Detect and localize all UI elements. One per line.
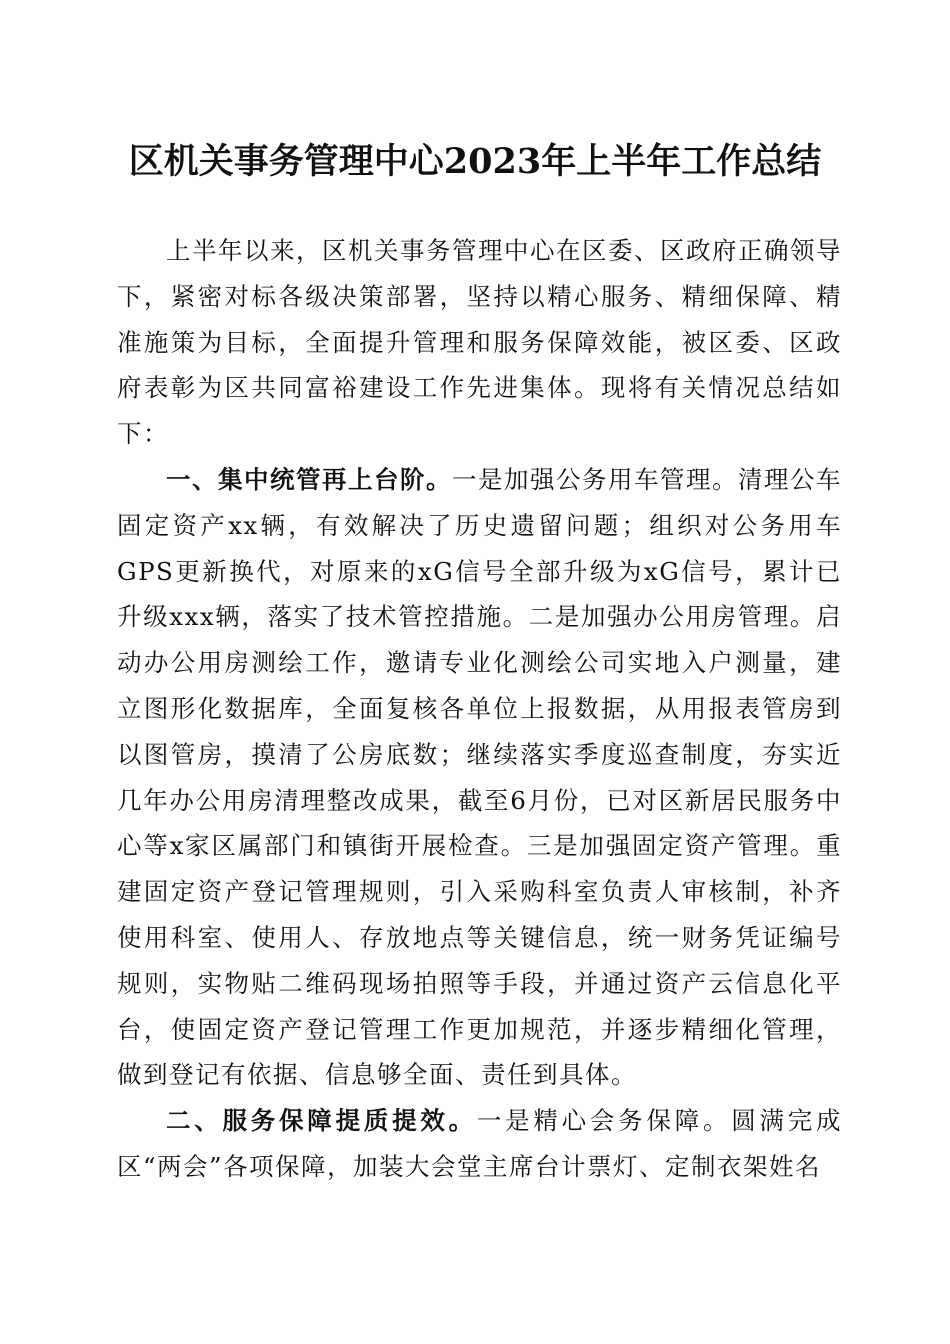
section-2-heading: 二、服务保障提质提效。 [166, 1106, 477, 1136]
section-1-body: 一是加强公务用车管理。清理公车固定资产xx辆，有效解决了历史遗留问题；组织对公务用车GPS更新换代，对原来的xG信号全部升级为xG信号，累计已升级xxx辆，落实了技术管控措施。二是加强办公用房管理。启动办公用房测绘工作，邀请专业化测绘公司实地入户测量，建立图形化数据库，全面复核各单位上报数据，从用报表管房到以图管房，摸清了公房底数；继续落实季度巡查制度，夯实近几年办公用房清理整改成果，截至6月份，已对区新居民服务中心等x家区属部门和镇街开展检查。三是加强固定资产管理。重建固定资产登记管理规则，引入采购科室负责人审核制，补齐使用科室、使用人、存放地点等关键信息，统一财务凭证编号规则，实物贴二维码现场拍照等手段，并通过资产云信息化平台，使固定资产登记管理工作更加规范，并逐步精细化管理，做到登记有依据、信息够全面、责任到具体。 [117, 464, 842, 1090]
section-1-heading: 一、集中统管再上台阶。 [166, 464, 452, 494]
document-title: 区机关事务管理中心2023年上半年工作总结 [128, 141, 822, 182]
intro-paragraph: 上半年以来，区机关事务管理中心在区委、区政府正确领导下，紧密对标各级决策部署，坚持以精心服务、精细保障、精准施策为目标，全面提升管理和服务保障效能，被区委、区政府表彰为区共同富裕建设工作先进集体。现将有关情况总结如下： [117, 236, 842, 449]
section-2-body: 一是精心会务保障。圆满完成区“两会”各项保障，加装大会堂主席台计票灯、定制衣架姓名 [117, 1106, 843, 1181]
section-1-paragraph [117, 457, 842, 1098]
section-2-paragraph [117, 1098, 842, 1190]
document-body [117, 228, 842, 1190]
